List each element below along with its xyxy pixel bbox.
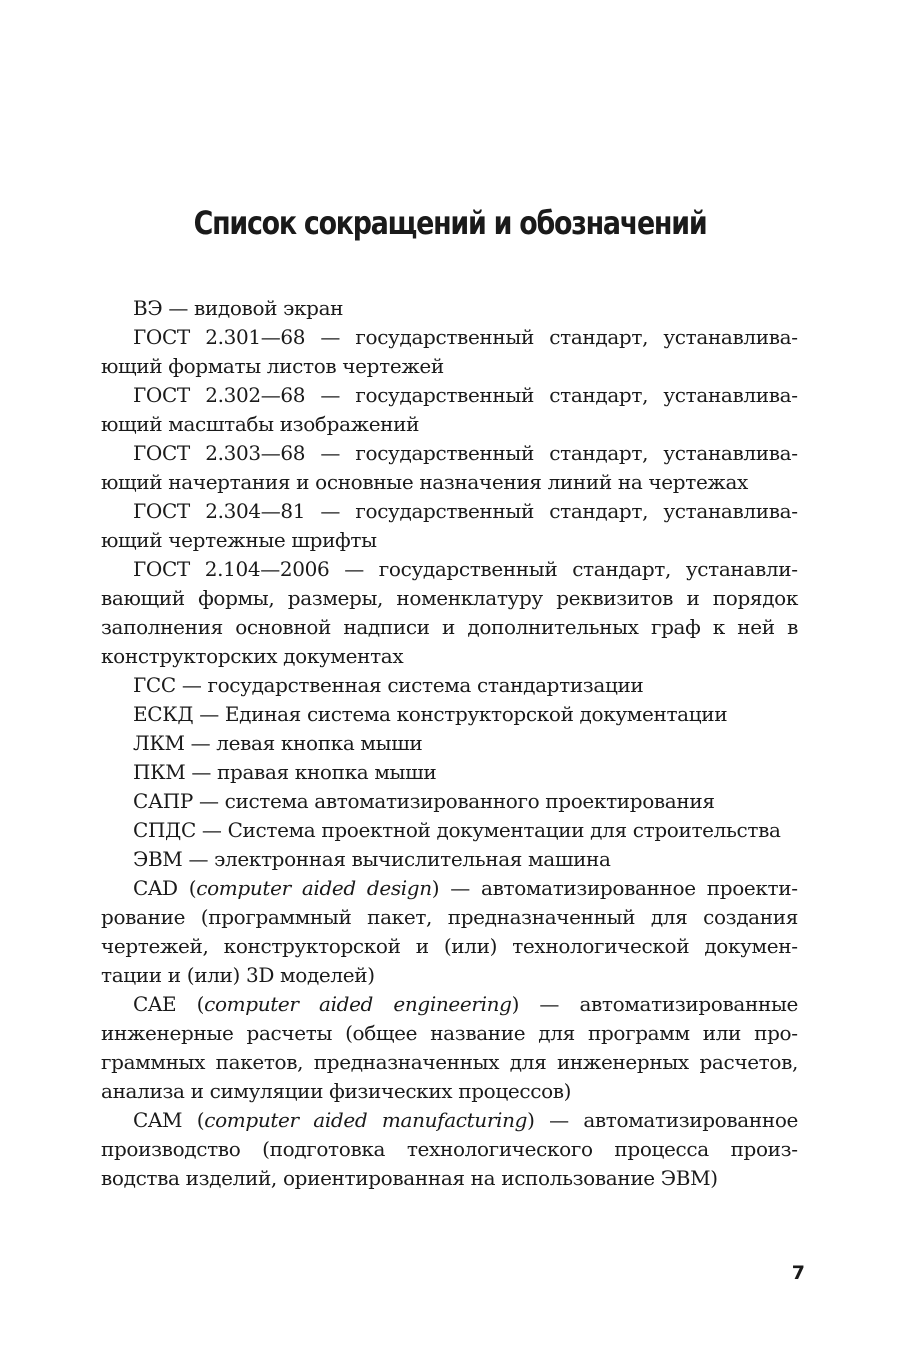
abbreviation-term: ПКМ	[133, 760, 186, 784]
abbreviation-term: ГОСТ 2.303—68	[133, 441, 306, 465]
page-title: Список сокращений и обозначений	[193, 204, 707, 242]
abbreviation-description: левая кнопка мыши	[216, 731, 423, 755]
abbreviation-term: СПДС	[133, 818, 196, 842]
list-item: ГОСТ 2.303—68 — государственный стандарт, устанавливающий начертания и основные назначения линий на чертежах	[101, 441, 798, 494]
abbreviation-term: ЭВМ	[133, 847, 183, 871]
list-item: ЛКМ — левая кнопка мыши	[133, 731, 423, 755]
abbreviation-expansion: computer aided manufacturing	[204, 1108, 528, 1132]
abbreviation-description: Единая система конструкторской документации	[224, 702, 728, 726]
list-item: ПКМ — правая кнопка мыши	[133, 760, 437, 784]
abbreviation-description: государственный стандарт, устанавливающий начертания и основные назначения линий на чертежах	[101, 441, 798, 494]
abbreviation-description: государственная система стандартизации	[207, 673, 644, 697]
abbreviation-list	[101, 294, 798, 1193]
abbreviation-description: автоматизированное производство (подготовка технологического процесса производства изделий, ориентированная на использование ЭВМ)	[101, 1108, 798, 1190]
abbreviation-term: ГОСТ 2.304—81	[133, 499, 306, 523]
list-item: ГОСТ 2.302—68 — государственный стандарт, устанавливающий масштабы изображений	[101, 383, 798, 436]
abbreviation-description: правая кнопка мыши	[217, 760, 437, 784]
abbreviation-description: система автоматизированного проектирования	[224, 789, 715, 813]
list-item: ГОСТ 2.301—68 — государственный стандарт, устанавливающий форматы листов чертежей	[101, 325, 798, 378]
list-item: ГОСТ 2.304—81 — государственный стандарт, устанавливающий чертежные шрифты	[101, 499, 798, 552]
abbreviation-term: ГОСТ 2.104—2006	[133, 557, 330, 581]
abbreviation-description: государственный стандарт, устанавливающий масштабы изображений	[101, 383, 798, 436]
abbreviation-description: видовой экран	[193, 296, 344, 320]
list-item: ВЭ — видовой экран	[133, 296, 344, 320]
abbreviation-description: автоматизированные инженерные расчеты (общее название для программ или программных пакетов, предназначенных для инженерных расчетов, анализа и симуляции физических процессов)	[101, 992, 798, 1103]
abbreviation-term: ГСС	[133, 673, 176, 697]
abbreviation-description: государственный стандарт, устанавливающий чертежные шрифты	[101, 499, 798, 552]
list-item: CAD (computer aided design) — автоматизированное проектирование (программный пакет, предназначенный для создания чертежей, конструкторской и (или) технологической документации и (или) 3D моделей)	[101, 876, 798, 987]
list-item: ЭВМ — электронная вычислительная машина	[133, 847, 611, 871]
abbreviation-term: ЛКМ	[133, 731, 185, 755]
abbreviation-term: ВЭ	[133, 296, 163, 320]
list-item: САПР — система автоматизированного проектирования	[133, 789, 715, 813]
list-item: ГОСТ 2.104—2006 — государственный стандарт, устанавливающий формы, размеры, номенклатуру реквизитов и порядок заполнения основной надписи и дополнительных граф к ней в конструкторских документах	[101, 557, 798, 668]
list-item: CAE (computer aided engineering) — автоматизированные инженерные расчеты (общее название для программ или программных пакетов, предназначенных для инженерных расчетов, анализа и симуляции физических процессов)	[101, 992, 798, 1103]
abbreviation-term: ЕСКД	[133, 702, 194, 726]
list-item: CAM (computer aided manufacturing) — автоматизированное производство (подготовка технологического процесса производства изделий, ориентированная на использование ЭВМ)	[101, 1108, 798, 1190]
abbreviation-term: CAM	[133, 1108, 183, 1132]
abbreviation-description: Система проектной документации для строительства	[227, 818, 781, 842]
abbreviation-expansion: computer aided engineering	[204, 992, 512, 1016]
list-item: ГСС — государственная система стандартизации	[133, 673, 644, 697]
list-item: СПДС — Система проектной документации для строительства	[133, 818, 781, 842]
abbreviation-term: CAE	[133, 992, 177, 1016]
abbreviation-description: электронная вычислительная машина	[214, 847, 611, 871]
list-item: ЕСКД — Единая система конструкторской документации	[133, 702, 728, 726]
abbreviation-description: автоматизированное проектирование (программный пакет, предназначенный для создания чертежей, конструкторской и (или) технологической документации и (или) 3D моделей)	[101, 876, 798, 987]
page-number: 7	[791, 1262, 805, 1284]
abbreviation-expansion: computer aided design	[196, 876, 432, 900]
abbreviation-term: ГОСТ 2.301—68	[133, 325, 306, 349]
abbreviation-term: САПР	[133, 789, 193, 813]
abbreviation-description: государственный стандарт, устанавливающий форматы листов чертежей	[101, 325, 798, 378]
abbreviation-term: CAD	[133, 876, 178, 900]
abbreviation-description: государственный стандарт, устанавливающий формы, размеры, номенклатуру реквизитов и порядок заполнения основной надписи и дополнительных граф к ней в конструкторских документах	[101, 557, 798, 668]
abbreviation-term: ГОСТ 2.302—68	[133, 383, 306, 407]
